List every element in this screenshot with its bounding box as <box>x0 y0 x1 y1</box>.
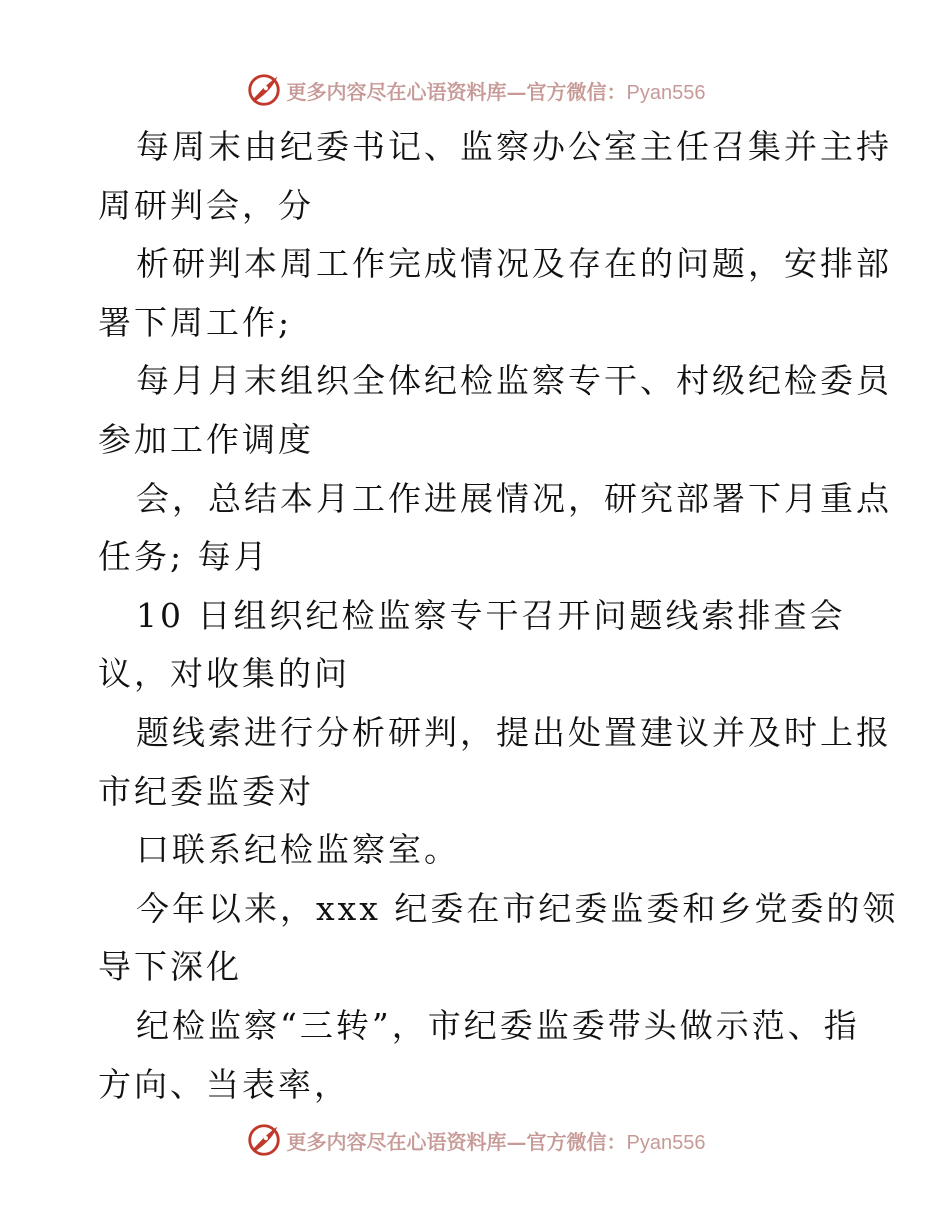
text-line: 题线索进行分析研判，提出处置建议并及时上报 <box>136 712 892 752</box>
text-line: 析研判本周工作完成情况及存在的问题，安排部 <box>136 244 892 284</box>
text-line: 方向、当表率， <box>98 1064 350 1104</box>
watermark-text: 更多内容尽在心语资料库—官方微信：Pyan556 <box>286 79 706 104</box>
document-body <box>98 118 899 1114</box>
footer-watermark <box>0 1120 950 1160</box>
text-line: 周研判会，分 <box>98 185 314 225</box>
text-line: 会，总结本月工作进展情况，研究部署下月重点 <box>136 478 892 518</box>
text-line: 口联系纪检监察室。 <box>136 830 460 870</box>
text-line: 每周末由纪委书记、监察办公室主任召集并主持 <box>136 127 892 166</box>
text-line: 导下深化 <box>98 947 242 987</box>
text-line: 每月月末组织全体纪检监察专干、村级纪检委员 <box>136 361 892 401</box>
pen-nib-logo-icon <box>245 1121 283 1159</box>
text-line: 议，对收集的问 <box>98 654 350 694</box>
text-line: 任务; 每月 <box>98 537 270 577</box>
text-line: 参加工作调度 <box>98 419 314 459</box>
text-line: 纪检监察“三转”，市纪委监委带头做示范、指 <box>136 1005 860 1045</box>
text-line: 署下周工作; <box>98 302 293 342</box>
header-watermark <box>0 70 950 110</box>
watermark-wechat-id: Pyan556 <box>626 81 706 104</box>
text-line: 市纪委监委对 <box>98 771 314 811</box>
pen-nib-logo-icon <box>245 71 283 109</box>
watermark-text: 更多内容尽在心语资料库—官方微信：Pyan556 <box>286 1129 706 1154</box>
text-line: 今年以来，xxx 纪委在市纪委监委和乡党委的领 <box>136 888 899 928</box>
watermark-wechat-id: Pyan556 <box>626 1131 706 1154</box>
text-line: 10 日组织纪检监察专干召开问题线索排查会 <box>136 595 846 635</box>
